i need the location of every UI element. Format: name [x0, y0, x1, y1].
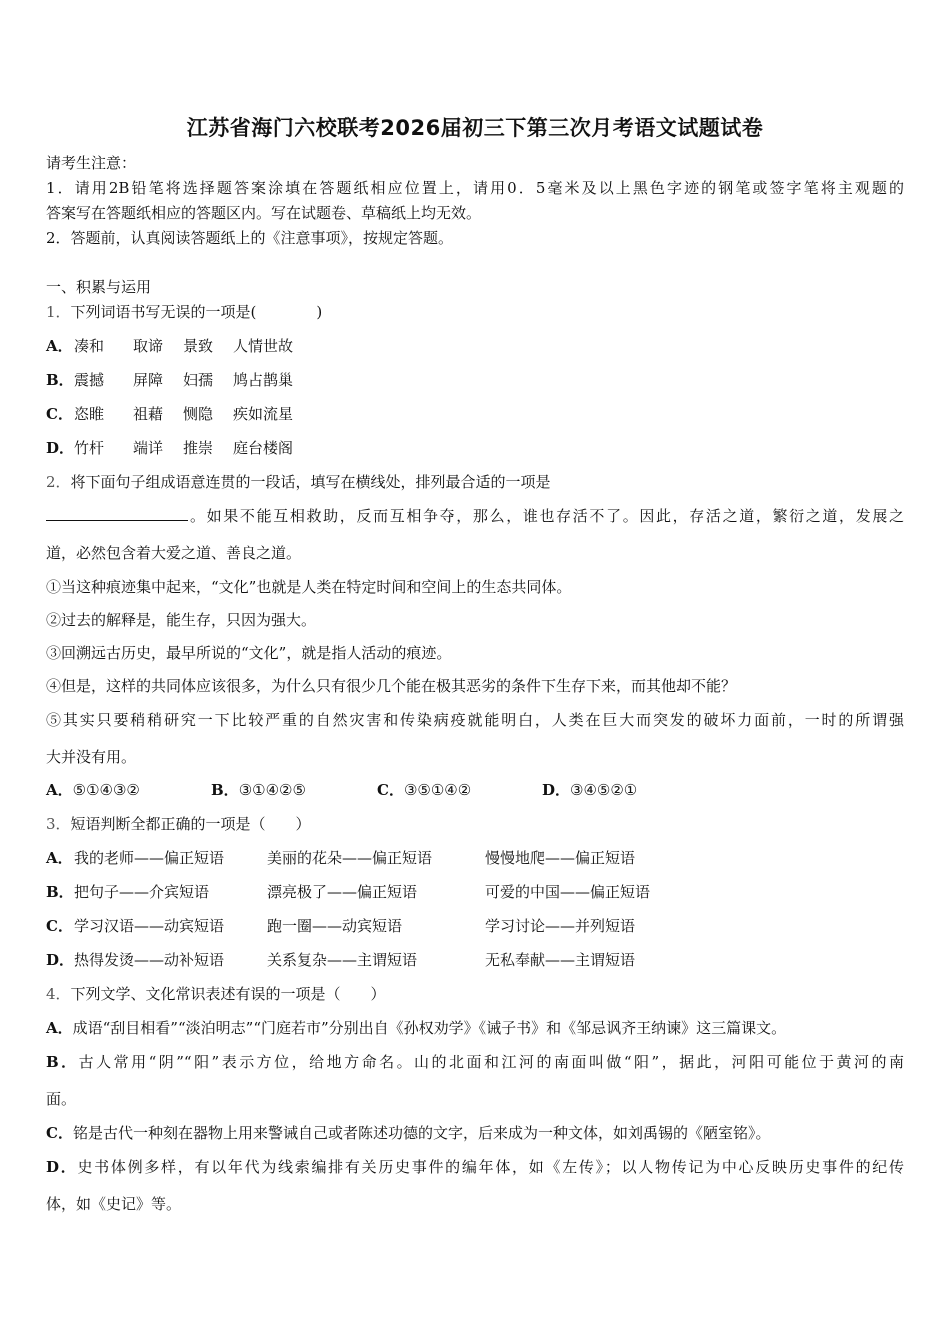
- q2-option-a: [46, 779, 211, 800]
- option-col-1: 学习汉语——动宾短语: [74, 917, 225, 935]
- option-col-3: 可爱的中国——偏正短语: [485, 883, 651, 901]
- question-2-stem: [46, 471, 551, 492]
- section-heading: 一、积累与运用: [46, 278, 152, 296]
- option-col-1: 把句子——介宾短语: [74, 883, 210, 901]
- q4-option-d-line-2: 体，如《史记》等。: [46, 1195, 182, 1213]
- q2-paragraph-line-1: [46, 505, 904, 526]
- question-number: 1．: [46, 303, 71, 321]
- option-label: A．: [46, 1019, 73, 1037]
- option-col-2: 漂亮极了——偏正短语: [267, 883, 418, 901]
- question-number: 4．: [46, 985, 71, 1003]
- q3-option-c: [46, 915, 635, 936]
- option-label: D．: [46, 439, 75, 457]
- option-label: D．: [46, 951, 75, 969]
- q4-option-b-line-1: [46, 1051, 904, 1072]
- q2-sentence-3: ③回溯远古历史，最早所说的“文化”，就是指人活动的痕迹。: [46, 644, 452, 662]
- q2-sentence-5-line-2: 大并没有用。: [46, 748, 137, 766]
- option-text: 古人常用“阴”“阳”表示方位，给地方命名。山的北面和江河的南面叫做“阳”，据此，河阳可能位于黄河的南: [78, 1053, 904, 1071]
- q2-sentence-5-line-1: ⑤其实只要稍稍研究一下比较严重的自然灾害和传染病疫就能明白，人类在巨大而突发的破坏力面前，一时的所谓强: [46, 711, 904, 729]
- question-3-stem: [46, 813, 311, 834]
- q2-option-b: [211, 779, 377, 800]
- question-text: 将下面句子组成语意连贯的一段话，填写在横线处，排列最合适的一项是: [70, 473, 551, 491]
- option-word: 祖藉: [133, 405, 164, 423]
- option-col-2: 关系复杂——主谓短语: [267, 951, 418, 969]
- option-label: D．: [542, 781, 571, 799]
- option-word: 景致: [183, 337, 214, 355]
- q2-sentence-4: ④但是，这样的共同体应该很多，为什么只有很少几个能在极其恶劣的条件下生存下来，而其他却不能？: [46, 677, 737, 695]
- option-word: 恻隐: [183, 405, 214, 423]
- q4-option-d-line-1: [46, 1156, 904, 1177]
- option-word: 取谛: [133, 337, 164, 355]
- q1-option-d: [46, 437, 293, 458]
- option-text: 史书体例多样，有以年代为线索编排有关历史事件的编年体，如《左传》；以人物传记为中心反映历史事件的纪传: [77, 1158, 904, 1176]
- q3-option-a: [46, 847, 635, 868]
- q1-option-c: [46, 403, 293, 424]
- option-col-1: 热得发烫——动补短语: [74, 951, 225, 969]
- option-word: 鸠占鹊巢: [233, 371, 294, 389]
- notice-item-1-line-1: 1．请用2B铅笔将选择题答案涂填在答题纸相应位置上，请用0．5毫米及以上黑色字迹的钢笔或签字笔将主观题的: [46, 179, 904, 197]
- option-label: B．: [211, 781, 239, 799]
- option-label: C．: [46, 1124, 73, 1142]
- q2-sentence-1: ①当这种痕迹集中起来，“文化”也就是人类在特定时间和空间上的生态共同体。: [46, 578, 572, 596]
- q4-option-c: [46, 1122, 770, 1143]
- q2-option-c: [377, 779, 542, 800]
- paragraph-text: 。如果不能互相救助，反而互相争夺，那么，谁也存活不了。因此，存活之道，繁衍之道，发展之: [190, 507, 904, 525]
- q2-paragraph-line-2: 道，必然包含着大爱之道、善良之道。: [46, 544, 302, 562]
- notice-item-2: 2．答题前，认真阅读答题纸上的《注意事项》，按规定答题。: [46, 229, 454, 247]
- question-text: 下列词语书写无误的一项是( ): [70, 303, 323, 321]
- question-1-stem: [46, 301, 322, 322]
- option-text: ③④⑤②①: [570, 781, 638, 799]
- option-word: 震撼: [74, 371, 105, 389]
- option-label: A．: [46, 849, 73, 867]
- option-col-2: 跑一圈——动宾短语: [267, 917, 403, 935]
- q4-option-a: [46, 1017, 786, 1038]
- q2-option-d: [542, 779, 637, 800]
- q1-option-b: [46, 369, 293, 390]
- option-text: ③⑤①④②: [403, 781, 472, 799]
- question-text: 短语判断全都正确的一项是（ ）: [70, 815, 311, 833]
- q2-sentence-2: ②过去的解释是，能生存，只因为强大。: [46, 611, 317, 629]
- notice-heading: 请考生注意：: [46, 154, 137, 172]
- option-word: 竹杆: [74, 439, 105, 457]
- option-col-1: 我的老师——偏正短语: [74, 849, 225, 867]
- question-number: 3．: [46, 815, 71, 833]
- q2-options: [46, 779, 637, 800]
- q3-option-b: [46, 881, 650, 902]
- q1-option-a: [46, 335, 293, 356]
- option-word: 庭台楼阁: [233, 439, 294, 457]
- option-label: C．: [46, 405, 73, 423]
- option-label: C．: [377, 781, 404, 799]
- question-number: 2．: [46, 473, 71, 491]
- option-word: 疾如流星: [233, 405, 294, 423]
- option-text: 铭是古代一种刻在器物上用来警诫自己或者陈述功德的文字，后来成为一种文体，如刘禹锡的《陋室铭》。: [72, 1124, 771, 1142]
- option-word: 恣睢: [74, 405, 105, 423]
- option-col-2: 美丽的花朵——偏正短语: [267, 849, 433, 867]
- option-col-3: 学习讨论——并列短语: [485, 917, 636, 935]
- question-text: 下列文学、文化常识表述有误的一项是（ ）: [70, 985, 386, 1003]
- option-label: C．: [46, 917, 73, 935]
- q3-option-d: [46, 949, 635, 970]
- option-label: B．: [46, 371, 74, 389]
- option-text: ③①④②⑤: [238, 781, 306, 799]
- q4-option-b-line-2: 面。: [46, 1090, 77, 1108]
- option-label: B．: [46, 883, 74, 901]
- option-label: A．: [46, 781, 73, 799]
- option-text: 成语“刮目相看”“淡泊明志”“门庭若市”分别出自《孙权劝学》《诫子书》和《邹忌讽齐王纳谏》这三篇课文。: [72, 1019, 787, 1037]
- option-label: B．: [46, 1053, 79, 1071]
- option-word: 凑和: [74, 337, 105, 355]
- option-word: 人情世故: [233, 337, 294, 355]
- notice-item-1-line-2: 答案写在答题纸相应的答题区内。写在试题卷、草稿纸上均无效。: [46, 204, 482, 222]
- option-col-3: 慢慢地爬——偏正短语: [485, 849, 636, 867]
- option-text: ⑤①④③②: [72, 781, 140, 799]
- option-label: D．: [46, 1158, 78, 1176]
- option-word: 推崇: [183, 439, 214, 457]
- option-word: 端详: [133, 439, 164, 457]
- option-col-3: 无私奉献——主谓短语: [485, 951, 636, 969]
- option-word: 妇孺: [183, 371, 214, 389]
- page-title: 江苏省海门六校联考2026届初三下第三次月考语文试题试卷: [186, 116, 764, 140]
- option-label: A．: [46, 337, 73, 355]
- question-4-stem: [46, 983, 386, 1004]
- answer-blank: [46, 506, 188, 521]
- option-word: 屏障: [133, 371, 164, 389]
